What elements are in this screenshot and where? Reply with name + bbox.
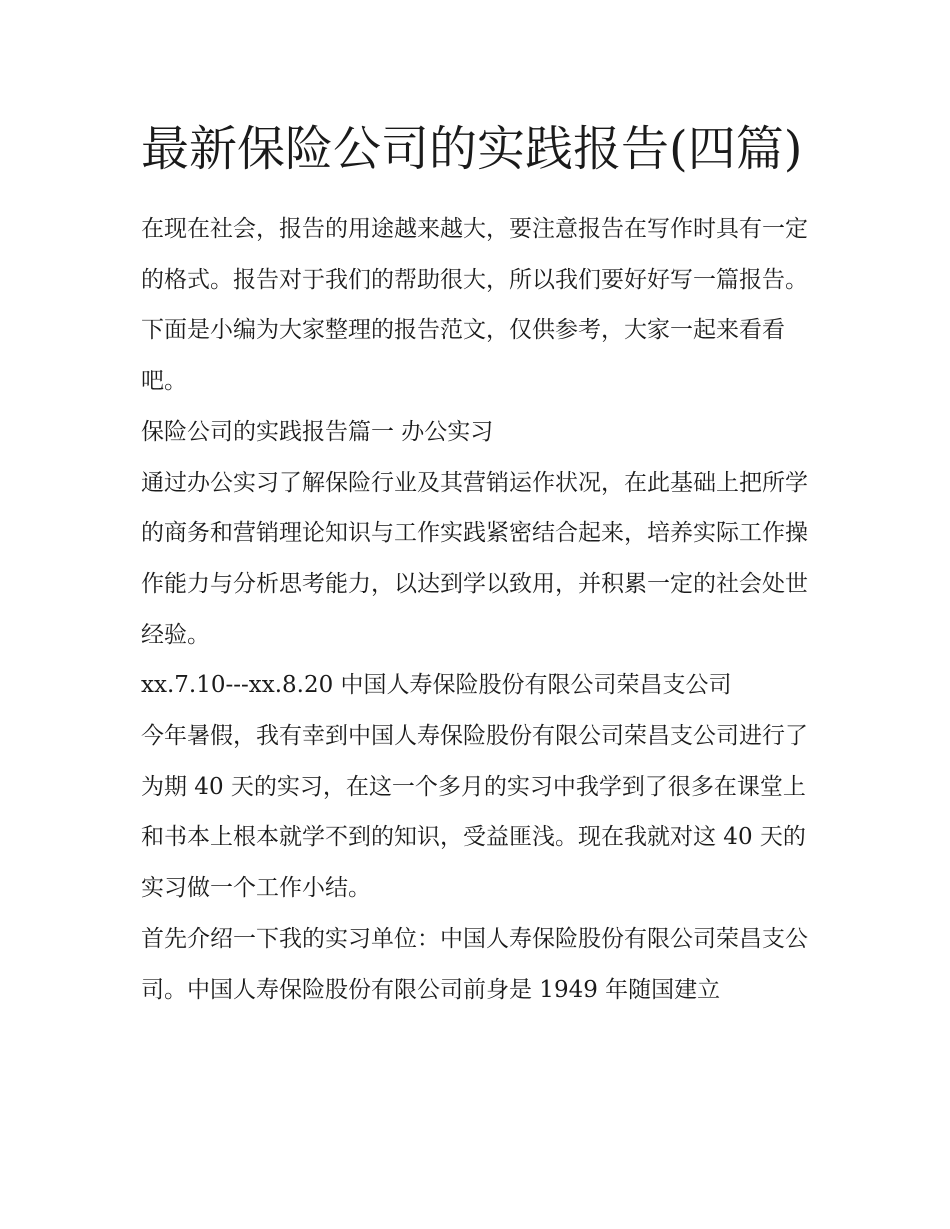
document-page <box>141 118 813 1015</box>
period-line: xx.7.10---xx.8.20 中国人寿保险股份有限公司荣昌支公司 <box>141 672 732 699</box>
intro-paragraph: 在现在社会，报告的用途越来越大，要注意报告在写作时具有一定的格式。报告对于我们的帮助很大，所以我们要好好写一篇报告。下面是小编为大家整理的报告范文，仅供参考，大家一起来看看吧。 <box>141 216 808 395</box>
document-title: 最新保险公司的实践报告(四篇) <box>141 121 803 177</box>
summary-paragraph: 今年暑假，我有幸到中国人寿保险股份有限公司荣昌支公司进行了为期 40 天的实习，在这一个多月的实习中我学到了很多在课堂上和书本上根本就学不到的知识，受益匪浅。现在我就对这 40 天的实习做一个工作小结。 <box>141 723 808 902</box>
purpose-paragraph: 通过办公实习了解保险行业及其营销运作状况，在此基础上把所学的商务和营销理论知识与工作实践紧密结合起来，培养实际工作操作能力与分析思考能力，以达到学以致用，并积累一定的社会处世经验。 <box>141 469 808 648</box>
section-heading: 保险公司的实践报告篇一 办公实习 <box>141 418 494 445</box>
company-intro-paragraph: 首先介绍一下我的实习单位：中国人寿保险股份有限公司荣昌支公司。中国人寿保险股份有限公司前身是 1949 年随国建立 <box>141 925 808 1003</box>
